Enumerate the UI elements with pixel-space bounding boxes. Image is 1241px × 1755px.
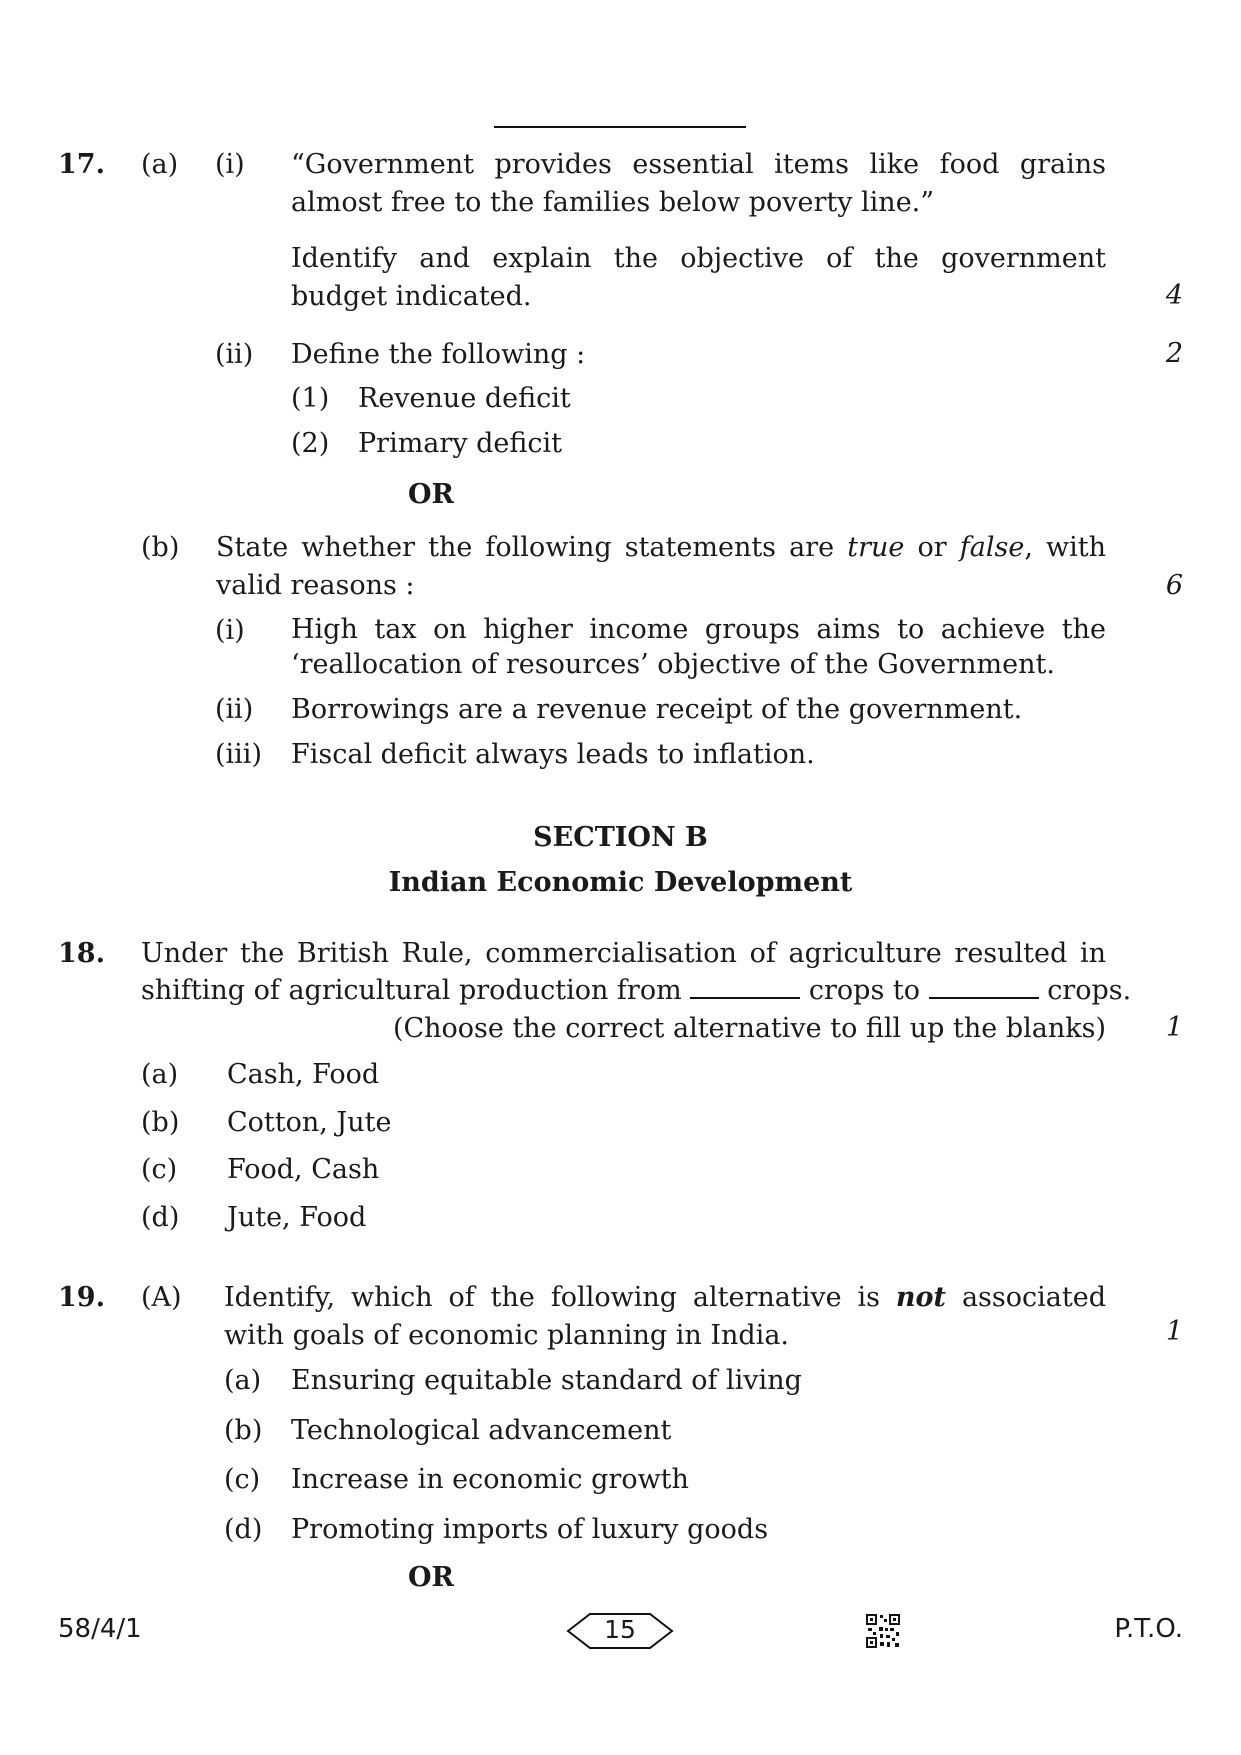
pto-label: P.T.O.: [1114, 1614, 1183, 1644]
q18-option-d-label: (d): [141, 1202, 180, 1233]
q18-text-line-2: shifting of agricultural production from crops to crops.: [141, 975, 1132, 1006]
q18-blank-2: [929, 975, 1039, 999]
q17-b-item-1-label: (i): [215, 615, 245, 646]
q19-option-b-label: (b): [224, 1415, 263, 1446]
q18-option-d-text: Jute, Food: [227, 1202, 367, 1233]
q19-marks: 1: [1165, 1316, 1183, 1347]
q18-number: 18.: [58, 938, 105, 969]
q17-a-ii-item-1-text: Revenue deficit: [358, 383, 571, 414]
q19-option-b-text: Technological advancement: [291, 1415, 672, 1446]
q18-option-b-text: Cotton, Jute: [227, 1107, 392, 1138]
q17-a-ii-item-1-label: (1): [291, 383, 330, 414]
qr-code-icon: [866, 1614, 900, 1648]
q18-marks: 1: [1165, 1012, 1183, 1043]
q17-b-item-2-label: (ii): [215, 694, 254, 725]
q17-b-text: State whether the following statements are true or false, with valid reasons :: [216, 532, 1107, 601]
q18-option-c-label: (c): [141, 1154, 178, 1185]
q17-a-ii-marks: 2: [1165, 338, 1183, 369]
q19-option-d-text: Promoting imports of luxury goods: [291, 1514, 769, 1545]
q17-a-i-marks: 4: [1165, 280, 1183, 311]
q17-b-item-3-text: Fiscal deficit always leads to inflation.: [291, 739, 815, 770]
q19-option-d-label: (d): [224, 1514, 263, 1545]
q18-option-b-label: (b): [141, 1107, 180, 1138]
q19-option-a-text: Ensuring equitable standard of living: [291, 1365, 802, 1396]
q17-a-ii-item-2-label: (2): [291, 428, 330, 459]
q18-option-a-text: Cash, Food: [227, 1059, 380, 1090]
section-subtitle: Indian Economic Development: [388, 867, 853, 898]
q17-number: 17.: [58, 149, 105, 180]
q17-a-ii-label: (ii): [215, 339, 254, 370]
q19-option-a-label: (a): [224, 1365, 262, 1396]
q18-instruction: (Choose the correct alternative to fill up the blanks): [392, 1013, 1106, 1044]
q18-option-a-label: (a): [141, 1059, 179, 1090]
q18-blank-1: [690, 975, 800, 999]
q19-or: OR: [408, 1562, 454, 1593]
q17-a-ii-text: Define the following :: [291, 339, 586, 370]
q19-number: 19.: [58, 1282, 105, 1313]
q17-or: OR: [408, 479, 454, 510]
q19-text: Identify, which of the following alternative is not associated with goals of economic planning in India.: [224, 1282, 1106, 1351]
page-number-badge: [566, 1612, 674, 1650]
q17-b-item-1-text: High tax on higher income groups aims to achieve the ‘reallocation of resources’ objective of the Government.: [291, 614, 1106, 680]
paper-code: 58/4/1: [58, 1614, 142, 1644]
q17-a-ii-item-2-text: Primary deficit: [358, 428, 563, 459]
q19-A-label: (A): [141, 1282, 182, 1313]
q17-b-label: (b): [141, 532, 180, 563]
section-title: SECTION B: [533, 822, 708, 853]
q17-b-item-2-text: Borrowings are a revenue receipt of the government.: [291, 694, 1023, 725]
q18-text-line-1: Under the British Rule, commercialisation of agriculture resulted in: [141, 938, 1106, 969]
q17-a-i-label: (i): [215, 149, 245, 180]
q19-option-c-text: Increase in economic growth: [291, 1464, 689, 1495]
q18-option-c-text: Food, Cash: [227, 1154, 380, 1185]
q17-b-marks: 6: [1165, 570, 1183, 601]
top-rule: [494, 126, 746, 128]
q19-option-c-label: (c): [224, 1464, 261, 1495]
q17-a-i-quote: “Government provides essential items like food grains almost free to the families below poverty line.”: [291, 149, 1106, 218]
page-number: 15: [604, 1615, 636, 1644]
q17-b-item-3-label: (iii): [215, 739, 262, 770]
q17-a-label: (a): [141, 149, 179, 180]
q17-a-i-instruction: Identify and explain the objective of the government budget indicated.: [291, 243, 1106, 312]
